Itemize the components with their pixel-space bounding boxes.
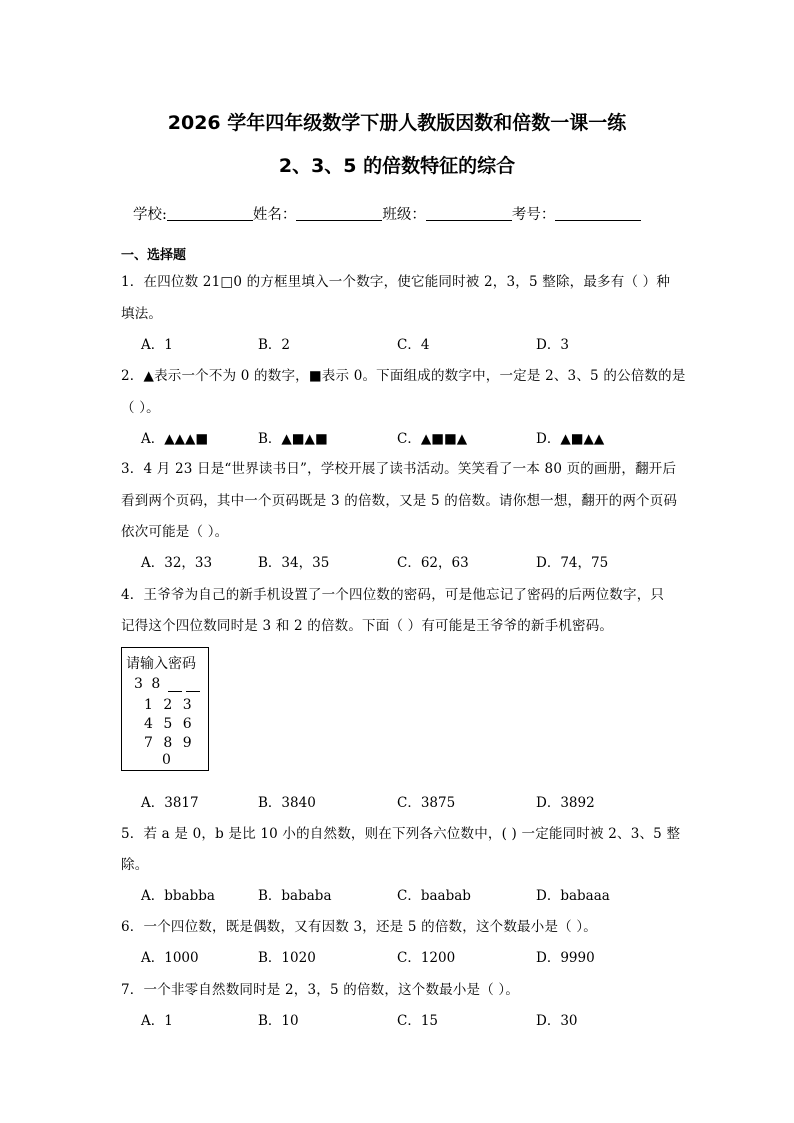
keypad-row-1: 1 2 3 [144,697,195,713]
question-3-line-3: 依次可能是（ ）。 [121,524,229,540]
name-blank[interactable] [296,206,382,221]
option-b[interactable]: B．10 [258,1013,299,1029]
page-title: 2026 学年四年级数学下册人教版因数和倍数一课一练 [167,112,627,134]
option-d[interactable]: D．9990 [536,950,595,966]
option-d[interactable]: D．▲■▲▲ [536,431,605,447]
password-input-figure [121,647,209,771]
option-d[interactable]: D．30 [536,1013,578,1029]
option-c[interactable]: C．15 [397,1013,439,1029]
question-2-line-2: （ ）。 [121,400,160,416]
exam-no-label: 考号： [511,207,556,223]
option-c[interactable]: C．▲■■▲ [397,431,468,447]
class-label: 班级： [382,207,426,223]
student-info-row [133,203,641,224]
option-b[interactable]: B．bababa [258,888,332,904]
question-3-line-2: 看到两个页码，其中一个页码既是 3 的倍数，又是 5 的倍数。请你想一想，翻开的两个页码 [121,493,678,509]
option-c[interactable]: C．3875 [397,795,456,811]
option-c[interactable]: C．1200 [397,950,456,966]
question-5-line-2: 除。 [121,857,149,873]
option-d[interactable]: D．74，75 [536,555,609,571]
question-1-line-2: 填法。 [121,306,163,322]
password-blank-2 [186,691,200,692]
school-blank[interactable] [167,206,253,221]
option-b[interactable]: B．2 [258,337,291,353]
password-prompt: 请输入密码 [126,656,196,672]
question-7-line-1: 7．一个非零自然数同时是 2，3，5 的倍数，这个数最小是（ ）。 [121,982,520,998]
option-a[interactable]: A．1000 [141,950,199,966]
option-a[interactable]: A．▲▲▲■ [141,431,209,447]
school-label: 学校: [133,207,167,223]
option-b[interactable]: B．3840 [258,795,316,811]
name-label: 姓名： [252,207,297,223]
question-5-line-1: 5．若 a 是 0，b 是比 10 小的自然数，则在下列各六位数中，( ) 一定能同时被 2、3、5 整 [121,826,681,842]
question-4-line-1: 4．王爷爷为自己的新手机设置了一个四位数的密码，可是他忘记了密码的后两位数字，只 [121,587,665,603]
option-b[interactable]: B．1020 [258,950,316,966]
option-c[interactable]: C．4 [397,337,430,353]
keypad-row-4: 0 [162,752,174,768]
exam-no-blank[interactable] [555,206,641,221]
option-a[interactable]: A．1 [141,337,173,353]
question-3-line-1: 3．4 月 23 日是“世界读书日”，学校开展了读书活动。笑笑看了一本 80 页的画册，翻开后 [121,461,677,477]
option-a[interactable]: A．3817 [141,795,199,811]
password-blank-1 [168,691,182,692]
page-subtitle: 2、3、5 的倍数特征的综合 [278,155,516,177]
password-known-digits: 3 8 [134,676,163,692]
option-d[interactable]: D．babaaa [536,888,610,904]
option-b[interactable]: B．34，35 [258,555,330,571]
option-c[interactable]: C．62，63 [397,555,469,571]
question-4-line-2: 记得这个四位数同时是 3 和 2 的倍数。下面（ ）有可能是王爷爷的新手机密码。 [121,618,614,634]
option-a[interactable]: A．32，33 [141,555,213,571]
class-blank[interactable] [426,206,512,221]
question-2-line-1: 2．▲表示一个不为 0 的数字，■表示 0。下面组成的数字中，一定是 2、3、5 的公倍数的是 [121,368,686,384]
option-a[interactable]: A．1 [141,1013,173,1029]
option-c[interactable]: C．baabab [397,888,471,904]
question-6-line-1: 6．一个四位数，既是偶数，又有因数 3，还是 5 的倍数，这个数最小是（ ）。 [121,919,597,935]
option-b[interactable]: B．▲■▲■ [258,431,328,447]
question-1-line-1: 1．在四位数 21□0 的方框里填入一个数字，使它能同时被 2，3，5 整除，最多有（ ）种 [121,274,671,290]
option-d[interactable]: D．3892 [536,795,595,811]
section-title: 一、选择题 [121,248,187,263]
option-a[interactable]: A．bbabba [141,888,215,904]
keypad-row-3: 7 8 9 [144,735,195,751]
keypad-row-2: 4 5 6 [144,716,195,732]
option-d[interactable]: D．3 [536,337,569,353]
